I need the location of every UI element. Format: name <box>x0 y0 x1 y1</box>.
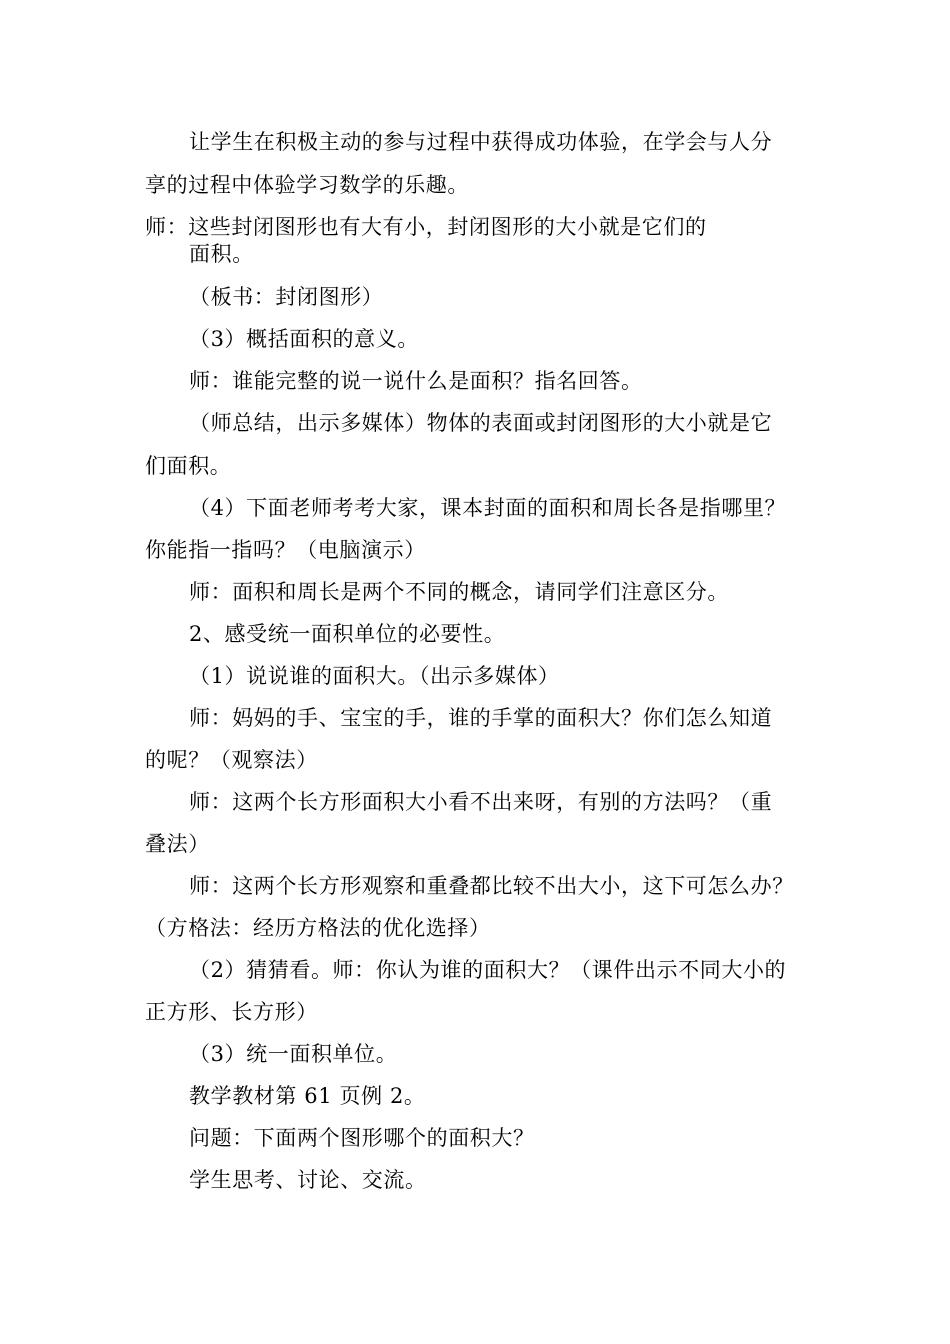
text-line: （师总结，出示多媒体）物体的表面或封闭图形的大小就是它 <box>189 411 773 435</box>
text-line: 们面积。 <box>145 454 232 478</box>
text-line: 师：这两个长方形观察和重叠都比较不出大小，这下可怎么办？ <box>189 874 794 898</box>
text-line: （4）下面老师考考大家，课本封面的面积和周长各是指哪里？ <box>189 496 787 520</box>
text-line: （3）统一面积单位。 <box>189 1042 398 1066</box>
text-line: 问题：下面两个图形哪个的面积大？ <box>189 1126 535 1150</box>
text-line: （方格法：经历方格法的优化选择） <box>145 916 491 940</box>
text-line: 师：这些封闭图形也有大有小，封闭图形的大小就是它们的 <box>145 215 707 239</box>
text-line: 师：妈妈的手、宝宝的手，谁的手掌的面积大？你们怎么知道 <box>189 706 773 730</box>
text-line: 让学生在积极主动的参与过程中获得成功体验，在学会与人分 <box>189 130 773 154</box>
text-line: （3）概括面积的意义。 <box>189 327 419 351</box>
text-line: （2）猜猜看。师：你认为谁的面积大？（课件出示不同大小的 <box>189 958 787 982</box>
text-line: （1）说说谁的面积大。（出示多媒体） <box>189 664 560 688</box>
text-line: 教学教材第 61 页例 2。 <box>189 1084 426 1108</box>
text-line: （板书：封闭图形） <box>189 285 384 309</box>
text-line: 师：谁能完整的说一说什么是面积？指名回答。 <box>189 369 643 393</box>
text-line: 叠法） <box>145 832 210 856</box>
text-line: 面积。 <box>189 242 254 266</box>
text-line: 的呢？（观察法） <box>145 748 318 772</box>
text-line: 享的过程中体验学习数学的乐趣。 <box>145 173 469 197</box>
text-line: 学生思考、讨论、交流。 <box>189 1168 427 1192</box>
text-line: 正方形、长方形） <box>145 1000 318 1024</box>
text-line: 师：这两个长方形面积大小看不出来呀，有别的方法吗？（重 <box>189 790 773 814</box>
text-line: 2、感受统一面积单位的必要性。 <box>189 622 506 646</box>
text-line: 你能指一指吗？（电脑演示） <box>145 538 426 562</box>
text-line: 师：面积和周长是两个不同的概念，请同学们注意区分。 <box>189 580 729 604</box>
